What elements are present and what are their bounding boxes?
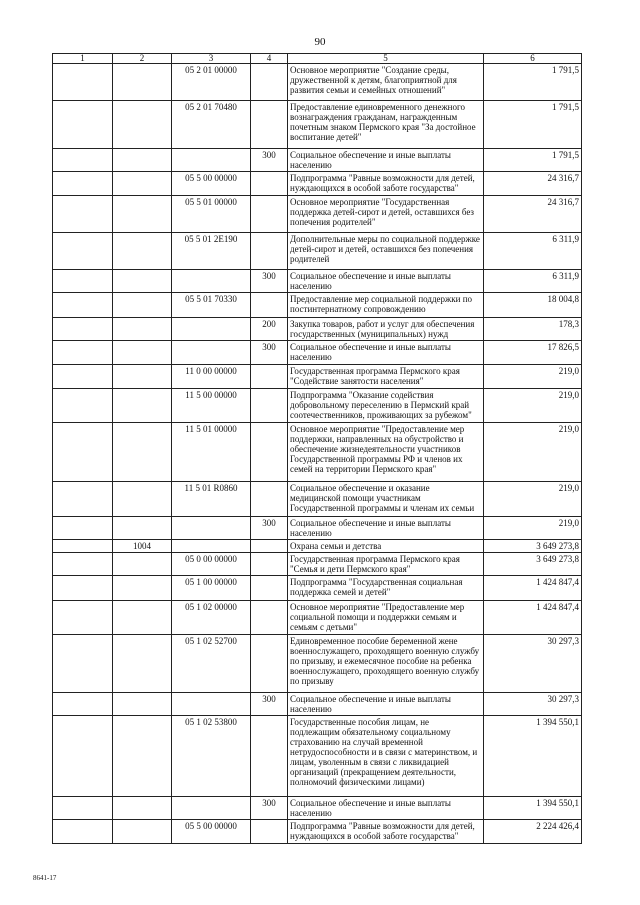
cell-col-4: 300 — [251, 797, 288, 820]
cell-col-5: Подпрограмма "Равные возможности для детей, нуждающихся в особой заботе государства" — [288, 820, 484, 844]
table-row — [53, 820, 582, 844]
cell-col-3: 05 1 02 52700 — [172, 635, 251, 693]
cell-col-2 — [113, 64, 172, 101]
page-number: 90 — [314, 36, 326, 48]
cell-col-4 — [251, 172, 288, 196]
cell-col-3: 05 5 00 00000 — [172, 172, 251, 196]
table-row — [53, 482, 582, 517]
cell-col-4: 300 — [251, 270, 288, 293]
cell-col-1 — [53, 196, 113, 233]
cell-col-2 — [113, 553, 172, 576]
cell-col-2 — [113, 517, 172, 540]
cell-col-1 — [53, 149, 113, 172]
table-row — [53, 341, 582, 365]
cell-col-4: 200 — [251, 318, 288, 341]
cell-col-3: 11 0 00 00000 — [172, 365, 251, 389]
cell-col-5: Государственные пособия лицам, не подлежащим обязательному социальному страхованию на случай временной нетрудоспособности и в связи с материнством, и лицам, уволенным в связи с ликвидацией организаций (прекращением деятельности, полномочий физическими лицами) — [288, 716, 484, 797]
cell-col-6: 219,0 — [484, 365, 582, 389]
cell-col-2 — [113, 716, 172, 797]
column-header-2: 2 — [113, 54, 172, 64]
cell-col-5: Основное мероприятие "Предоставление мер поддержки, направленных на обустройство и обеспечение жизнедеятельности участников Государственной программы РФ и членов их семей на территории Пермского края" — [288, 423, 484, 482]
cell-col-5: Закупка товаров, работ и услуг для обеспечения государственных (муниципальных) нужд — [288, 318, 484, 341]
cell-col-3: 05 1 02 53800 — [172, 716, 251, 797]
cell-col-6: 30 297,3 — [484, 635, 582, 693]
cell-col-3: 11 5 01 R0860 — [172, 482, 251, 517]
cell-col-4 — [251, 101, 288, 149]
table-row — [53, 293, 582, 318]
cell-col-6: 24 316,7 — [484, 172, 582, 196]
cell-col-1 — [53, 233, 113, 270]
table-row — [53, 270, 582, 293]
cell-col-6: 18 004,8 — [484, 293, 582, 318]
cell-col-1 — [53, 270, 113, 293]
cell-col-1 — [53, 318, 113, 341]
cell-col-6: 30 297,3 — [484, 693, 582, 716]
cell-col-2 — [113, 693, 172, 716]
cell-col-4: 300 — [251, 693, 288, 716]
cell-col-4 — [251, 423, 288, 482]
cell-col-2 — [113, 576, 172, 601]
cell-col-2 — [113, 270, 172, 293]
cell-col-3 — [172, 149, 251, 172]
table-row — [53, 64, 582, 101]
cell-col-5: Социальное обеспечение и оказание медицинской помощи участникам Государственной программы и членам их семьи — [288, 482, 484, 517]
cell-col-6: 2 224 426,4 — [484, 820, 582, 844]
budget-table — [52, 53, 582, 844]
cell-col-6: 1 424 847,4 — [484, 601, 582, 635]
cell-col-3 — [172, 540, 251, 553]
cell-col-5: Основное мероприятие "Предоставление мер социальной помощи и поддержки семьям и семьям с детьми" — [288, 601, 484, 635]
table-row — [53, 540, 582, 553]
cell-col-5: Социальное обеспечение и иные выплаты населению — [288, 270, 484, 293]
cell-col-4 — [251, 293, 288, 318]
footer-code: 8641-17 — [33, 874, 57, 882]
cell-col-4: 300 — [251, 149, 288, 172]
cell-col-2 — [113, 482, 172, 517]
cell-col-5: Социальное обеспечение и иные выплаты населению — [288, 341, 484, 365]
table-row — [53, 635, 582, 693]
cell-col-5: Социальное обеспечение и иные выплаты населению — [288, 149, 484, 172]
table-row — [53, 693, 582, 716]
cell-col-1 — [53, 293, 113, 318]
cell-col-4 — [251, 716, 288, 797]
cell-col-1 — [53, 635, 113, 693]
cell-col-3: 05 2 01 70480 — [172, 101, 251, 149]
cell-col-1 — [53, 601, 113, 635]
cell-col-4: 300 — [251, 341, 288, 365]
cell-col-5: Социальное обеспечение и иные выплаты населению — [288, 797, 484, 820]
cell-col-5: Подпрограмма "Равные возможности для детей, нуждающихся в особой заботе государства" — [288, 172, 484, 196]
cell-col-3: 11 5 00 00000 — [172, 389, 251, 423]
cell-col-1 — [53, 341, 113, 365]
cell-col-6: 6 311,9 — [484, 270, 582, 293]
cell-col-6: 6 311,9 — [484, 233, 582, 270]
table-row — [53, 318, 582, 341]
column-header-5: 5 — [288, 54, 484, 64]
cell-col-6: 219,0 — [484, 389, 582, 423]
cell-col-5: Охрана семьи и детства — [288, 540, 484, 553]
cell-col-1 — [53, 797, 113, 820]
cell-col-2 — [113, 318, 172, 341]
cell-col-2 — [113, 196, 172, 233]
cell-col-6: 1 424 847,4 — [484, 576, 582, 601]
cell-col-1 — [53, 540, 113, 553]
cell-col-1 — [53, 517, 113, 540]
cell-col-1 — [53, 101, 113, 149]
table-header-row — [53, 54, 582, 64]
cell-col-6: 3 649 273,8 — [484, 553, 582, 576]
table-row — [53, 172, 582, 196]
cell-col-1 — [53, 389, 113, 423]
cell-col-2 — [113, 101, 172, 149]
cell-col-2 — [113, 341, 172, 365]
cell-col-3: 05 5 01 00000 — [172, 196, 251, 233]
cell-col-2 — [113, 172, 172, 196]
cell-col-4 — [251, 482, 288, 517]
cell-col-6: 219,0 — [484, 482, 582, 517]
cell-col-4 — [251, 635, 288, 693]
cell-col-3 — [172, 797, 251, 820]
cell-col-1 — [53, 172, 113, 196]
cell-col-6: 219,0 — [484, 517, 582, 540]
cell-col-3 — [172, 270, 251, 293]
cell-col-2 — [113, 635, 172, 693]
cell-col-5: Подпрограмма "Оказание содействия добровольному переселению в Пермский край соотечественников, проживающих за рубежом" — [288, 389, 484, 423]
cell-col-1 — [53, 716, 113, 797]
cell-col-4 — [251, 389, 288, 423]
table-body — [53, 64, 582, 844]
cell-col-5: Подпрограмма "Государственная социальная поддержка семей и детей" — [288, 576, 484, 601]
cell-col-3: 05 5 01 2Е190 — [172, 233, 251, 270]
cell-col-3: 05 1 00 00000 — [172, 576, 251, 601]
table-row — [53, 423, 582, 482]
cell-col-5: Основное мероприятие "Государственная поддержка детей-сирот и детей, оставшихся без попечения родителей" — [288, 196, 484, 233]
cell-col-6: 1 791,5 — [484, 149, 582, 172]
table-row — [53, 389, 582, 423]
table-row — [53, 365, 582, 389]
cell-col-6: 1 394 550,1 — [484, 797, 582, 820]
cell-col-3: 05 5 01 70330 — [172, 293, 251, 318]
cell-col-5: Предоставление единовременного денежного вознаграждения гражданам, награжденным почетным знаком Пермского края "За достойное воспитание детей" — [288, 101, 484, 149]
cell-col-1 — [53, 64, 113, 101]
cell-col-4 — [251, 601, 288, 635]
table-row — [53, 517, 582, 540]
cell-col-6: 178,3 — [484, 318, 582, 341]
cell-col-4 — [251, 820, 288, 844]
cell-col-6: 1 791,5 — [484, 64, 582, 101]
cell-col-6: 3 649 273,8 — [484, 540, 582, 553]
cell-col-4 — [251, 576, 288, 601]
cell-col-2 — [113, 365, 172, 389]
table-row — [53, 233, 582, 270]
cell-col-4 — [251, 64, 288, 101]
cell-col-4 — [251, 540, 288, 553]
cell-col-5: Государственная программа Пермского края "Содействие занятости населения" — [288, 365, 484, 389]
cell-col-6: 17 826,5 — [484, 341, 582, 365]
cell-col-1 — [53, 423, 113, 482]
cell-col-4 — [251, 233, 288, 270]
cell-col-4 — [251, 365, 288, 389]
cell-col-5: Социальное обеспечение и иные выплаты населению — [288, 693, 484, 716]
table-row — [53, 149, 582, 172]
column-header-6: 6 — [484, 54, 582, 64]
cell-col-6: 1 791,5 — [484, 101, 582, 149]
cell-col-5: Социальное обеспечение и иные выплаты населению — [288, 517, 484, 540]
cell-col-2 — [113, 820, 172, 844]
table-row — [53, 101, 582, 149]
cell-col-3: 11 5 01 00000 — [172, 423, 251, 482]
cell-col-3: 05 5 00 00000 — [172, 820, 251, 844]
cell-col-6: 24 316,7 — [484, 196, 582, 233]
column-header-4: 4 — [251, 54, 288, 64]
cell-col-2 — [113, 601, 172, 635]
cell-col-3: 05 1 02 00000 — [172, 601, 251, 635]
cell-col-4 — [251, 553, 288, 576]
cell-col-2: 1004 — [113, 540, 172, 553]
cell-col-2 — [113, 149, 172, 172]
cell-col-4 — [251, 196, 288, 233]
column-header-3: 3 — [172, 54, 251, 64]
table-row — [53, 576, 582, 601]
table-row — [53, 716, 582, 797]
table-row — [53, 553, 582, 576]
table-row — [53, 601, 582, 635]
cell-col-3 — [172, 517, 251, 540]
cell-col-2 — [113, 389, 172, 423]
cell-col-5: Государственная программа Пермского края "Семья и дети Пермского края" — [288, 553, 484, 576]
cell-col-5: Единовременное пособие беременной жене военнослужащего, проходящего военную службу по призыву, и ежемесячное пособие на ребенка военнослужащего, проходящего военную службу по призыву — [288, 635, 484, 693]
cell-col-2 — [113, 797, 172, 820]
cell-col-5: Основное мероприятие "Создание среды, дружественной к детям, благоприятной для развития семьи и семейных отношений" — [288, 64, 484, 101]
cell-col-5: Дополнительные меры по социальной поддержке детей-сирот и детей, оставшихся без попечения родителей — [288, 233, 484, 270]
cell-col-3: 05 0 00 00000 — [172, 553, 251, 576]
cell-col-6: 1 394 550,1 — [484, 716, 582, 797]
column-header-1: 1 — [53, 54, 113, 64]
cell-col-5: Предоставление мер социальной поддержки по постинтернатному сопровождению — [288, 293, 484, 318]
cell-col-3: 05 2 01 00000 — [172, 64, 251, 101]
cell-col-1 — [53, 820, 113, 844]
table-row — [53, 196, 582, 233]
cell-col-3 — [172, 318, 251, 341]
cell-col-2 — [113, 233, 172, 270]
table-row — [53, 797, 582, 820]
cell-col-3 — [172, 341, 251, 365]
cell-col-2 — [113, 293, 172, 318]
cell-col-4: 300 — [251, 517, 288, 540]
cell-col-3 — [172, 693, 251, 716]
cell-col-2 — [113, 423, 172, 482]
cell-col-1 — [53, 576, 113, 601]
cell-col-1 — [53, 365, 113, 389]
cell-col-1 — [53, 482, 113, 517]
cell-col-1 — [53, 693, 113, 716]
cell-col-6: 219,0 — [484, 423, 582, 482]
cell-col-1 — [53, 553, 113, 576]
